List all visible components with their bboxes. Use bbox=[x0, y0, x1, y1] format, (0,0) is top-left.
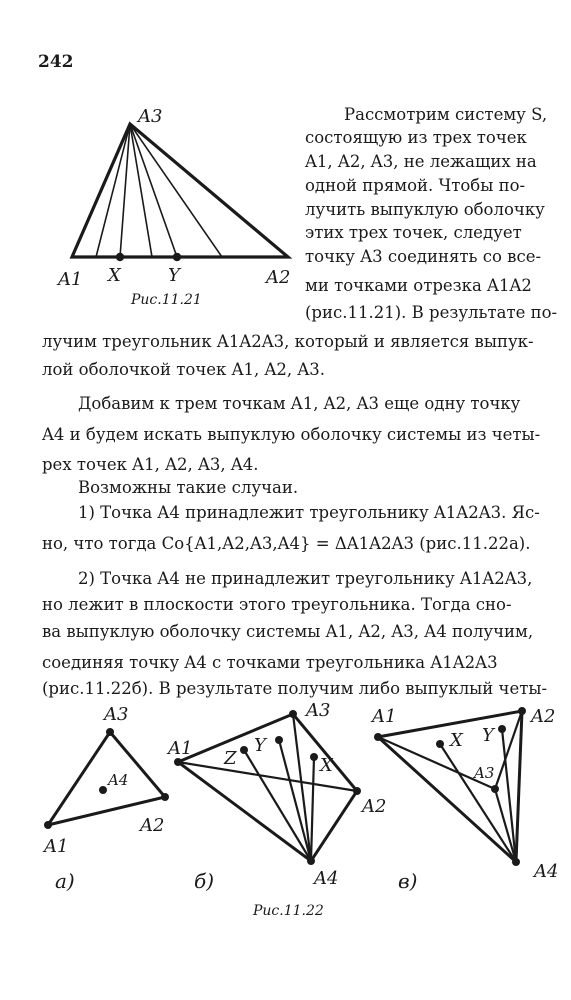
point-y bbox=[498, 725, 506, 733]
point-a1 bbox=[174, 758, 182, 766]
label-a2: A2 bbox=[140, 815, 165, 836]
text-line: точку A3 соединять со все- bbox=[305, 247, 542, 266]
label-a1: A1 bbox=[44, 836, 69, 857]
text-line: (рис.11.22б). В результате получим либо выпуклый четы- bbox=[42, 679, 548, 698]
point-a3 bbox=[289, 710, 297, 718]
label-x: X bbox=[320, 755, 333, 776]
label-a1: A1 bbox=[372, 706, 397, 727]
caption-fig-11-22: Рис.11.22 bbox=[253, 903, 324, 919]
label-a2: A2 bbox=[266, 267, 291, 288]
label-y: Y bbox=[254, 735, 266, 756]
label-a3: A3 bbox=[138, 106, 163, 127]
label-a2: A2 bbox=[531, 706, 556, 727]
label-a3: A3 bbox=[104, 704, 129, 725]
text-line: но, что тогда Co{A1,A2,A3,A4} = ΔA1A2A3 (рис.11.22а). bbox=[42, 534, 531, 553]
text-line: 2) Точка A4 не принадлежит треугольнику A1A2A3, bbox=[78, 569, 533, 588]
text-line: Рассмотрим систему S, bbox=[344, 105, 548, 124]
label-a4: A4 bbox=[534, 861, 559, 882]
text-line: ми точками отрезка A1A2 bbox=[305, 276, 532, 295]
label-a4: A4 bbox=[108, 771, 129, 789]
point-a2 bbox=[161, 793, 169, 801]
point-a4 bbox=[307, 857, 315, 865]
caption-fig-11-21: Рис.11.21 bbox=[131, 292, 202, 308]
point-x bbox=[310, 753, 318, 761]
text-line: ва выпуклую оболочку системы A1, A2, A3, A4 получим, bbox=[42, 622, 534, 641]
page-number: 242 bbox=[38, 52, 74, 72]
label-x: X bbox=[108, 265, 121, 286]
text-line: Добавим к трем точкам A1, A2, A3 еще одну точку bbox=[78, 394, 521, 413]
label-a3: A3 bbox=[474, 764, 495, 782]
text-line: Возможны такие случаи. bbox=[78, 478, 299, 497]
subfigure-label-a: а) bbox=[55, 869, 75, 893]
point-a4 bbox=[512, 858, 520, 866]
text-line: A1, A2, A3, не лежащих на bbox=[305, 152, 537, 171]
point-a2 bbox=[353, 787, 361, 795]
text-line: соединяя точку A4 с точками треугольника A1A2A3 bbox=[42, 653, 498, 672]
label-x: X bbox=[450, 730, 463, 751]
text-line: лучить выпуклую оболочку bbox=[305, 200, 545, 219]
label-a4: A4 bbox=[314, 868, 339, 889]
label-a3: A3 bbox=[306, 700, 331, 721]
text-line: лучим треугольник A1A2A3, который и является выпук- bbox=[42, 332, 534, 351]
point-a2 bbox=[518, 707, 526, 715]
label-a1: A1 bbox=[58, 269, 83, 290]
text-line: одной прямой. Чтобы по- bbox=[305, 176, 526, 195]
label-z: Z bbox=[224, 748, 237, 769]
point-x bbox=[436, 740, 444, 748]
point-a3 bbox=[491, 785, 499, 793]
text-line: A4 и будем искать выпуклую оболочку системы из четы- bbox=[42, 425, 541, 444]
text-line: (рис.11.21). В результате по- bbox=[305, 303, 558, 322]
text-line: но лежит в плоскости этого треугольника. Тогда сно- bbox=[42, 595, 512, 614]
point-a4 bbox=[99, 786, 107, 794]
triangle-a bbox=[48, 732, 165, 825]
label-a2: A2 bbox=[362, 796, 387, 817]
text-line: этих трех точек, следует bbox=[305, 223, 522, 242]
point-y bbox=[275, 736, 283, 744]
text-line: 1) Точка A4 принадлежит треугольнику A1A2A3. Яс- bbox=[78, 503, 540, 522]
text-line: рех точек A1, A2, A3, A4. bbox=[42, 455, 259, 474]
label-y: Y bbox=[482, 725, 494, 746]
point-a3 bbox=[106, 728, 114, 736]
subfigure-label-b: б) bbox=[194, 869, 215, 893]
text-line: состоящую из трех точек bbox=[305, 128, 527, 147]
point-a1 bbox=[44, 821, 52, 829]
figure-11-22-b bbox=[178, 714, 357, 861]
figure-11-22-a bbox=[42, 704, 169, 893]
text-line: лой оболочкой точек A1, A2, A3. bbox=[42, 360, 326, 379]
subfigure-label-c: в) bbox=[398, 869, 418, 893]
point-a1 bbox=[374, 733, 382, 741]
point-z bbox=[240, 746, 248, 754]
label-a1: A1 bbox=[168, 738, 193, 759]
label-y: Y bbox=[168, 265, 180, 286]
